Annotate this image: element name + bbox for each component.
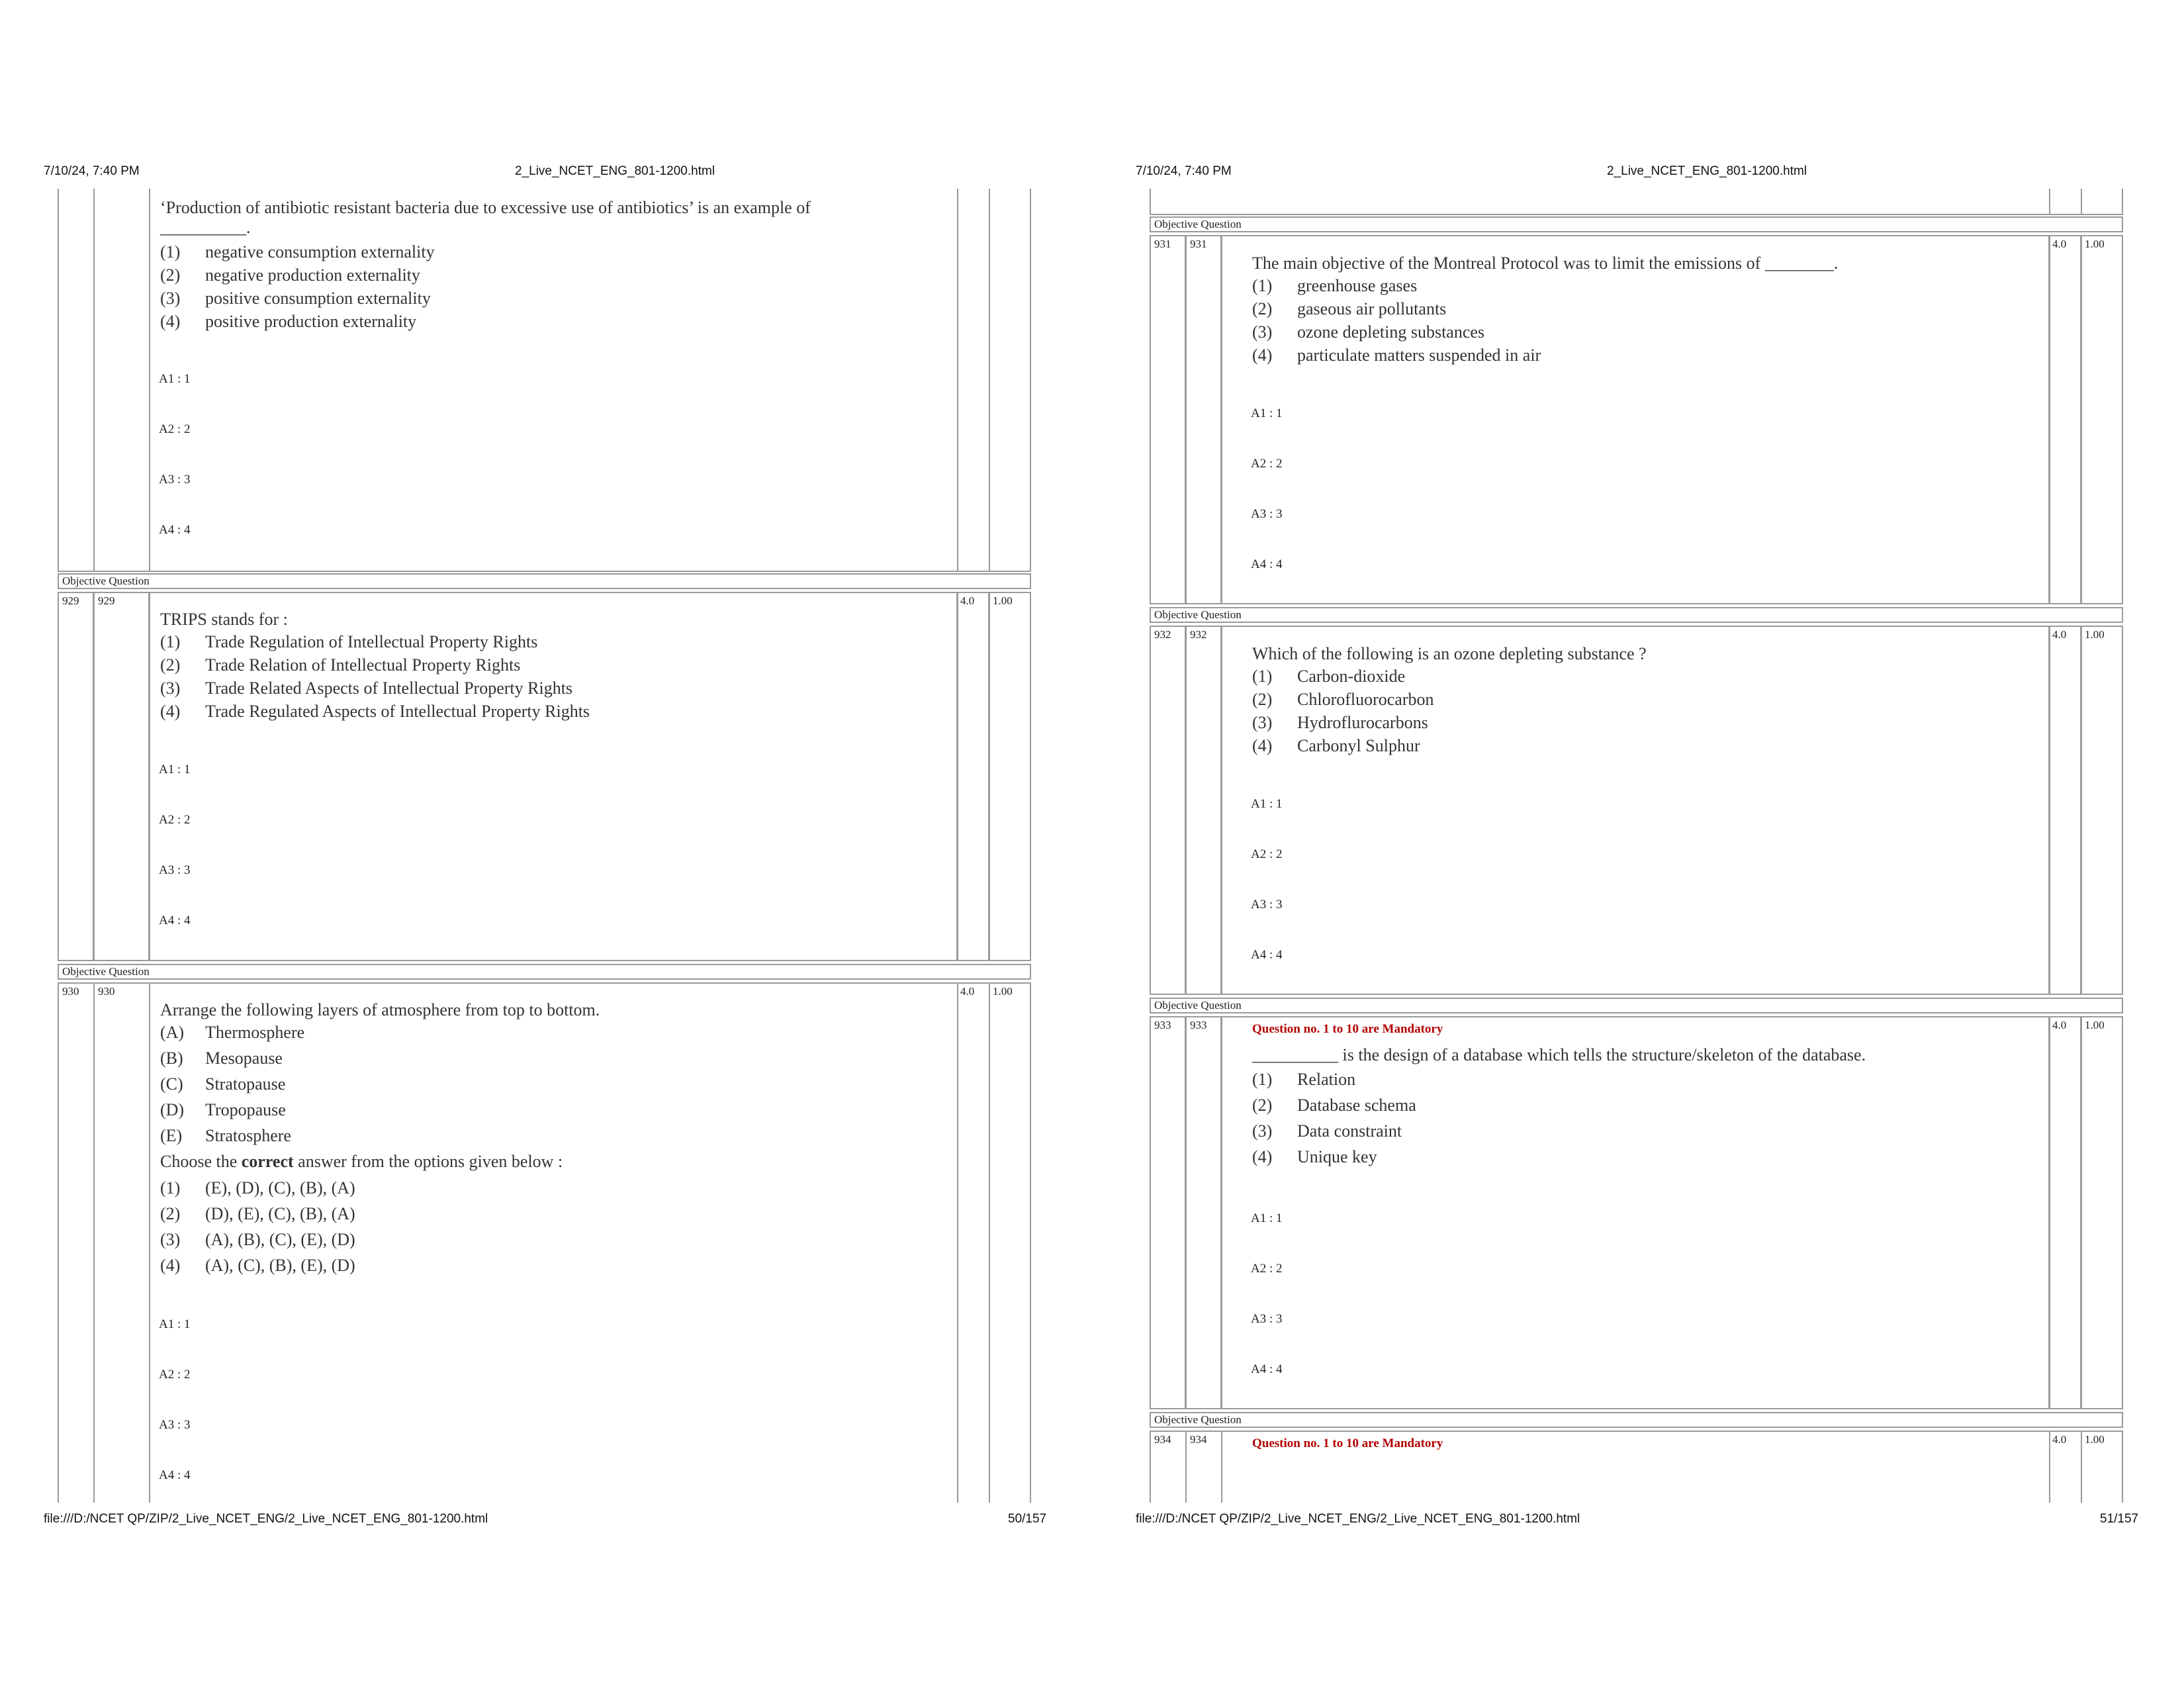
table-border <box>957 982 958 1503</box>
marks: 4.0 <box>960 985 975 998</box>
negative-marks: 1.00 <box>2085 238 2105 250</box>
question-id: 934 <box>1190 1433 1207 1446</box>
choose-instruction: Choose the correct answer from the options given below : <box>160 1152 563 1171</box>
qid-cell <box>1185 235 1222 604</box>
option-2: (2) Chlorofluorocarbon <box>1252 690 1434 709</box>
option-2: (2) negative production externality <box>160 265 420 285</box>
marks: 4.0 <box>960 594 975 607</box>
section-label: Objective Question <box>1154 218 1242 230</box>
question-text: Arrange the following layers of atmosphere from top to bottom. <box>160 1000 600 1019</box>
negative-cell <box>989 592 1031 961</box>
table-border <box>2049 1430 2050 1503</box>
answer-2: A2 : 2 <box>159 813 191 827</box>
sno-cell <box>58 592 94 961</box>
table-border <box>1185 1430 1187 1503</box>
answer-4: A4 : 4 <box>1251 557 1283 571</box>
footer-page-number: 50/157 <box>1008 1512 1047 1526</box>
option-2: (2) Database schema <box>1252 1096 1416 1115</box>
negative-marks: 1.00 <box>2085 1019 2105 1031</box>
table-border <box>957 189 958 571</box>
qid-cell <box>1185 626 1222 995</box>
question-id: 930 <box>98 985 115 998</box>
answer-3: A3 : 3 <box>159 1418 191 1432</box>
section-bar <box>58 964 1031 980</box>
section-label: Objective Question <box>1154 1413 1242 1426</box>
negative-cell <box>2081 626 2123 995</box>
footer-path: file:///D:/NCET QP/ZIP/2_Live_NCET_ENG/2_Live_NCET_ENG_801-1200.html <box>44 1512 488 1526</box>
option-2: (2) Trade Relation of Intellectual Property Rights <box>160 655 521 675</box>
list-item-c: (C) Stratopause <box>160 1074 286 1094</box>
table-border <box>58 189 59 571</box>
question-id: 933 <box>1190 1019 1207 1031</box>
section-label: Objective Question <box>62 575 150 587</box>
serial-number: 930 <box>62 985 79 998</box>
answer-1: A1 : 1 <box>159 763 191 776</box>
header-datetime: 7/10/24, 7:40 PM <box>44 164 140 178</box>
question-text: ‘Production of antibiotic resistant bacteria due to excessive use of antibiotics’ is an example of <box>160 198 811 217</box>
marks-cell <box>2049 1016 2081 1409</box>
option-3: (3) Hydroflurocarbons <box>1252 713 1428 732</box>
table-border <box>1030 982 1031 1503</box>
table-border <box>1221 1430 1222 1503</box>
serial-number: 929 <box>62 594 79 607</box>
answer-3: A3 : 3 <box>159 863 191 877</box>
answer-2: A2 : 2 <box>159 422 191 436</box>
question-blank: __________. <box>160 218 251 237</box>
table-border <box>2049 189 2050 215</box>
section-bar <box>1150 216 2123 232</box>
qid-cell <box>1185 1016 1222 1409</box>
table-border <box>2081 1430 2082 1503</box>
marks: 4.0 <box>2052 1019 2067 1031</box>
marks: 4.0 <box>2052 628 2067 641</box>
answer-2: A2 : 2 <box>159 1368 191 1382</box>
answer-2: A2 : 2 <box>1251 457 1283 471</box>
option-1: (1) Carbon-dioxide <box>1252 667 1406 686</box>
marks: 4.0 <box>2052 238 2067 250</box>
serial-number: 933 <box>1154 1019 1171 1031</box>
option-3: (3) (A), (B), (C), (E), (D) <box>160 1230 355 1249</box>
serial-number: 932 <box>1154 628 1171 641</box>
negative-marks: 1.00 <box>2085 1433 2105 1446</box>
option-4: (4) Trade Regulated Aspects of Intellectual Property Rights <box>160 702 590 721</box>
answer-2: A2 : 2 <box>1251 1262 1283 1276</box>
qid-cell <box>93 592 150 961</box>
mandatory-note: Question no. 1 to 10 are Mandatory <box>1252 1022 1443 1036</box>
answer-1: A1 : 1 <box>1251 406 1283 420</box>
table-border <box>93 982 95 1503</box>
option-4: (4) Unique key <box>1252 1147 1377 1166</box>
option-1: (1) greenhouse gases <box>1252 276 1418 295</box>
option-4: (4) positive production externality <box>160 312 417 331</box>
option-3: (3) positive consumption externality <box>160 289 431 308</box>
section-bar <box>1150 607 2123 623</box>
list-item-e: (E) Stratosphere <box>160 1126 291 1145</box>
serial-number: 934 <box>1154 1433 1171 1446</box>
marks-cell <box>2049 626 2081 995</box>
section-label: Objective Question <box>1154 999 1242 1011</box>
negative-marks: 1.00 <box>993 594 1013 607</box>
question-text: Which of the following is an ozone depleting substance ? <box>1252 644 1647 663</box>
section-bar <box>1150 998 2123 1013</box>
serial-number: 931 <box>1154 238 1171 250</box>
option-1: (1) Trade Regulation of Intellectual Property Rights <box>160 632 538 651</box>
marks-cell <box>957 592 989 961</box>
option-4: (4) (A), (C), (B), (E), (D) <box>160 1256 355 1275</box>
answer-1: A1 : 1 <box>159 372 191 386</box>
table-border <box>2122 1430 2123 1503</box>
marks-cell <box>2049 235 2081 604</box>
option-2: (2) (D), (E), (C), (B), (A) <box>160 1204 355 1223</box>
answer-4: A4 : 4 <box>1251 1362 1283 1376</box>
question-text: The main objective of the Montreal Protocol was to limit the emissions of ________. <box>1252 254 1839 273</box>
table-border <box>1150 1430 1151 1503</box>
table-border <box>58 982 1031 984</box>
header-title: 2_Live_NCET_ENG_801-1200.html <box>1607 164 1807 178</box>
section-bar <box>1150 1412 2123 1428</box>
negative-marks: 1.00 <box>2085 628 2105 641</box>
question-id: 929 <box>98 594 115 607</box>
option-3: (3) Trade Related Aspects of Intellectual Property Rights <box>160 679 573 698</box>
table-border <box>1150 189 1151 215</box>
answer-1: A1 : 1 <box>1251 797 1283 811</box>
table-border <box>989 982 990 1503</box>
footer-path: file:///D:/NCET QP/ZIP/2_Live_NCET_ENG/2_Live_NCET_ENG_801-1200.html <box>1136 1512 1580 1526</box>
header-datetime: 7/10/24, 7:40 PM <box>1136 164 1232 178</box>
table-border <box>93 189 95 571</box>
list-item-a: (A) Thermosphere <box>160 1023 305 1042</box>
option-3: (3) ozone depleting substances <box>1252 322 1485 342</box>
answer-4: A4 : 4 <box>1251 948 1283 962</box>
answer-4: A4 : 4 <box>159 914 191 927</box>
answer-1: A1 : 1 <box>159 1317 191 1331</box>
sno-cell <box>1150 1016 1186 1409</box>
table-border <box>1150 1430 2123 1432</box>
option-1: (1) (E), (D), (C), (B), (A) <box>160 1178 355 1197</box>
table-border <box>989 189 990 571</box>
question-text: TRIPS stands for : <box>160 610 288 629</box>
answer-4: A4 : 4 <box>159 523 191 537</box>
negative-cell <box>2081 1016 2123 1409</box>
negative-cell <box>2081 235 2123 604</box>
section-label: Objective Question <box>62 965 150 978</box>
right-page <box>1092 0 2184 1688</box>
list-item-d: (D) Tropopause <box>160 1100 286 1119</box>
answer-1: A1 : 1 <box>1251 1211 1283 1225</box>
header-title: 2_Live_NCET_ENG_801-1200.html <box>515 164 715 178</box>
answer-2: A2 : 2 <box>1251 847 1283 861</box>
answer-4: A4 : 4 <box>159 1468 191 1482</box>
mandatory-note: Question no. 1 to 10 are Mandatory <box>1252 1436 1443 1450</box>
option-3: (3) Data constraint <box>1252 1121 1402 1141</box>
option-4: (4) Carbonyl Sulphur <box>1252 736 1420 755</box>
sno-cell <box>1150 235 1186 604</box>
option-1: (1) negative consumption externality <box>160 242 435 261</box>
answer-3: A3 : 3 <box>1251 1312 1283 1326</box>
negative-marks: 1.00 <box>993 985 1013 998</box>
answer-3: A3 : 3 <box>159 473 191 487</box>
table-border <box>149 189 150 571</box>
answer-3: A3 : 3 <box>1251 898 1283 912</box>
answer-3: A3 : 3 <box>1251 507 1283 521</box>
question-id: 932 <box>1190 628 1207 641</box>
question-id: 931 <box>1190 238 1207 250</box>
table-border <box>1150 214 2123 215</box>
sno-cell <box>1150 626 1186 995</box>
section-bar <box>58 573 1031 589</box>
table-border <box>1030 189 1031 571</box>
option-1: (1) Relation <box>1252 1070 1356 1089</box>
table-border <box>2081 189 2082 215</box>
option-4: (4) particulate matters suspended in air <box>1252 346 1541 365</box>
table-border <box>58 571 1031 572</box>
list-item-b: (B) Mesopause <box>160 1049 283 1068</box>
marks: 4.0 <box>2052 1433 2067 1446</box>
table-border <box>58 982 59 1503</box>
section-label: Objective Question <box>1154 608 1242 621</box>
footer-page-number: 51/157 <box>2100 1512 2139 1526</box>
option-2: (2) gaseous air pollutants <box>1252 299 1447 318</box>
question-text: __________ is the design of a database which tells the structure/skeleton of the database. <box>1252 1045 1866 1064</box>
table-border <box>149 982 150 1503</box>
table-border <box>2122 189 2123 215</box>
